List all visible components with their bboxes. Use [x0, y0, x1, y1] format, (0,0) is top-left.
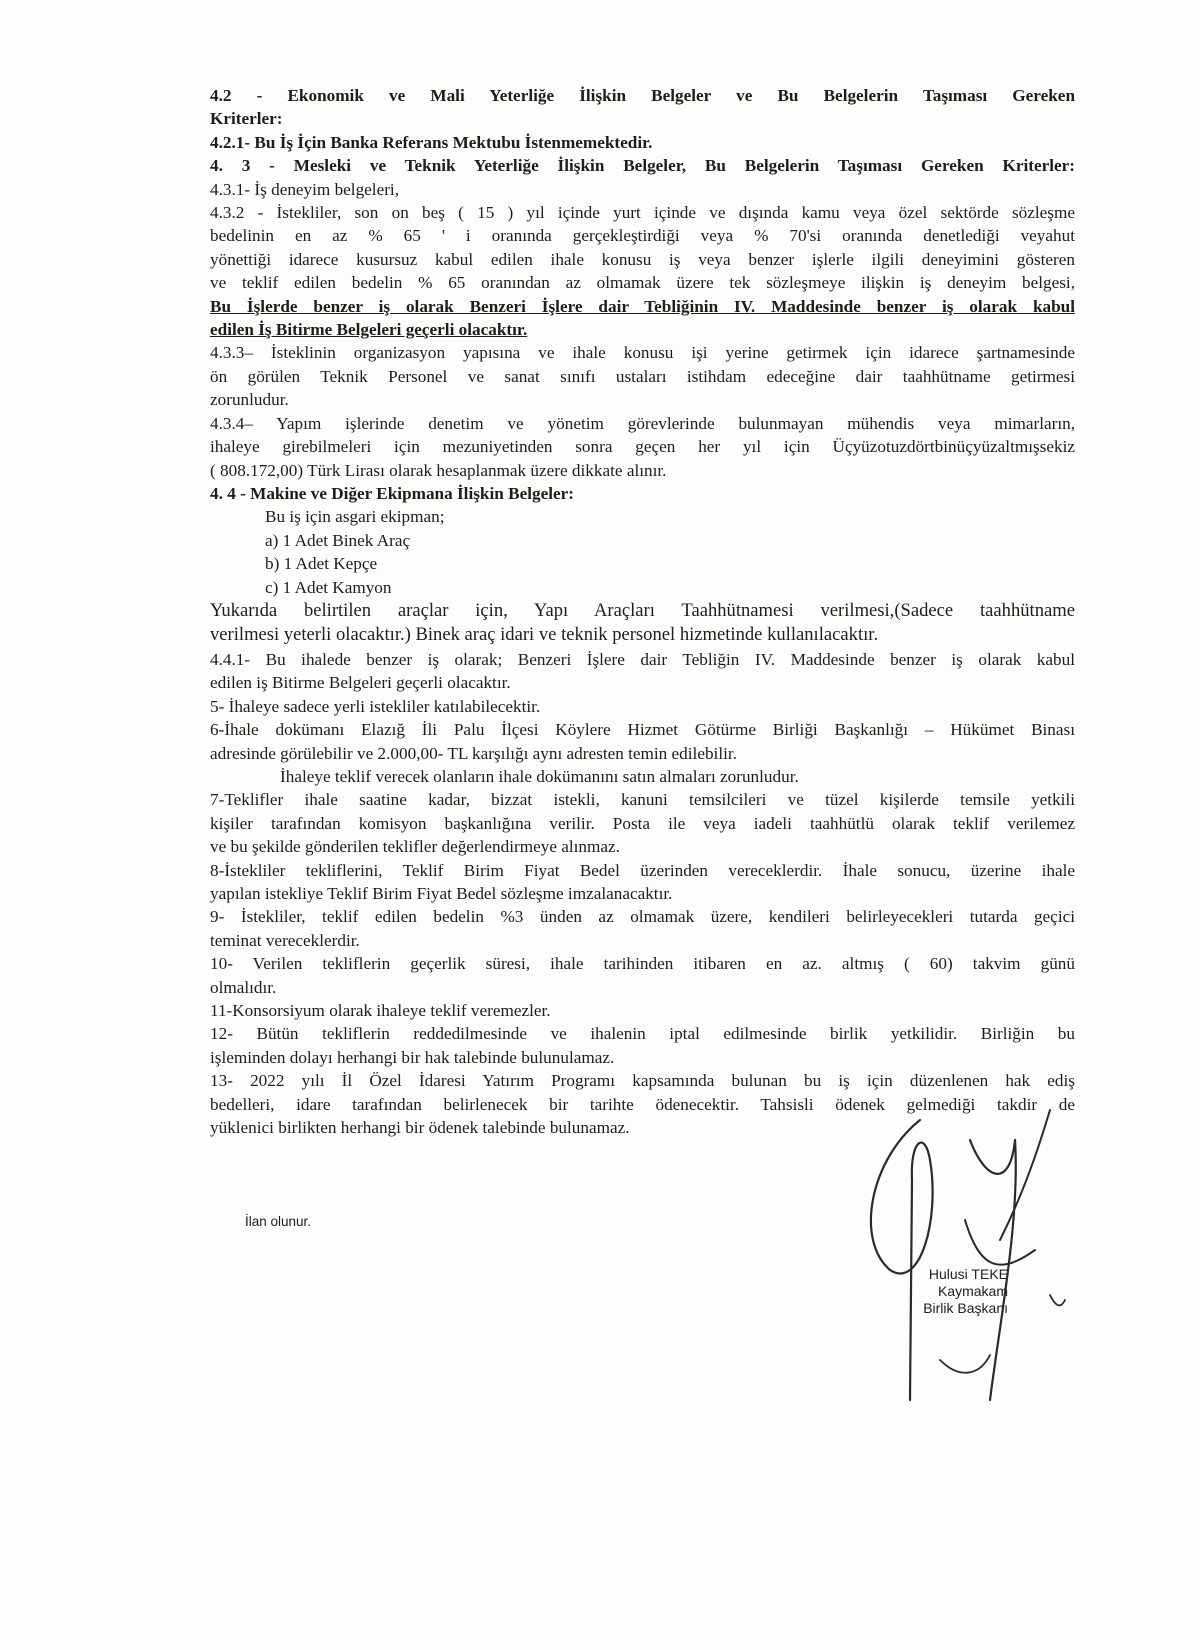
clause-13: 13- 2022 yılı İl Özel İdaresi Yatırım Programı kapsamında bulunan bu iş için düzenlenen hak ediş: [210, 1071, 1075, 1091]
section-4-4-1: 4.4.1- Bu ihalede benzer iş olarak; Benzeri İşlere dair Tebliğin IV. Maddesinde benzer iş olarak kabul: [210, 649, 1075, 669]
section-4-2-heading: 4.2 - Ekonomik ve Mali Yeterliğe İlişkin Belgeler ve Bu Belgelerin Taşıması Gereken: [210, 86, 1075, 105]
section-4-3-4-line: 4.3.4– Yapım işlerinde denetim ve yönetim görevlerinde bulunmayan mühendis veya mimarların,: [210, 413, 1075, 433]
equipment-note: Yukarıda belirtilen araçlar için, Yapı Araçları Taahhütnamesi verilmesi,(Sadece taahhütname: [210, 599, 1075, 621]
clause-9: 9- İstekliler, teklif edilen bedelin %3 ünden az olmamak üzere, kendileri belirleyecekleri tutarda geçici: [210, 907, 1075, 927]
clause-12: 12- Bütün tekliflerin reddedilmesinde ve ihalenin iptal edilmesinde birlik yetkilidir. Birliğin bu: [210, 1024, 1075, 1044]
section-4-3-3-line: ön görülen Teknik Personel ve sanat sınıfı ustaları istihdam edeceğine dair taahhütname getirmesi: [210, 366, 1075, 386]
clause-13: bedelleri, idare tarafından belirlenecek bir tarihte ödenecektir. Tahsisli ödenek gelmediği takdir de: [210, 1094, 1075, 1114]
clause-6: adresinde görülebilir ve 2.000,00- TL karşılığı aynı adresten temin edilebilir.: [210, 743, 737, 763]
clause-6: 6-İhale dokümanı Elazığ İli Palu İlçesi Köylere Hizmet Götürme Birliği Başkanlığı – Hükümet Binası: [210, 720, 1075, 740]
equipment-item: b) 1 Adet Kepçe: [265, 554, 378, 574]
section-4-2-heading-cont: Kriterler:: [210, 109, 283, 129]
section-4-3-4-line: ihaleye girebilmeleri için mezuniyetinden sonra geçen her yıl için Üçyüzotuzdörtbinüçyüzaltmışsekiz: [210, 437, 1075, 457]
section-4-3-2-line: ve teklif edilen bedelin % 65 oranından az olmamak üzere tek sözleşmeye ilişkin iş deneyim belgesi,: [210, 273, 1075, 293]
handwritten-signature: [850, 1100, 1080, 1420]
section-4-2-1: 4.2.1- Bu İş İçin Banka Referans Mektubu İstenmemektedir.: [210, 132, 653, 152]
clause-7: ve bu şekilde gönderilen teklifler değerlendirmeye alınmaz.: [210, 837, 620, 857]
document-body: [210, 84, 1075, 1139]
clause-6-note: İhaleye teklif verecek olanların ihale dokümanını satın almaları zorunludur.: [280, 766, 799, 786]
signatory-title: Kaymakam: [937, 1283, 1008, 1299]
section-4-3-2-underlined: edilen İş Bitirme Belgeleri geçerli olacaktır.: [210, 320, 528, 340]
section-4-3-3-line: zorunludur.: [210, 390, 289, 410]
section-4-3-2-line: 4.3.2 - İstekliler, son on beş ( 15 ) yıl içinde yurt içinde ve dışında kamu veya özel sektörde sözleşme: [210, 203, 1075, 223]
clause-8: 8-İstekliler tekliflerini, Teklif Birim Fiyat Bedel üzerinden vereceklerdir. İhale sonucu, üzerine ihale: [210, 860, 1075, 880]
section-4-3-3-line: 4.3.3– İsteklinin organizasyon yapısına ve ihale konusu işi yerine getirmek için idarece şartnamesinde: [210, 343, 1075, 363]
clause-11: 11-Konsorsiyum olarak ihaleye teklif veremezler.: [210, 1001, 551, 1021]
section-4-3-2-line: bedelinin en az % 65 ' i oranında gerçekleştirdiği veya % 70'si oranında denetlediği veyahut: [210, 226, 1075, 246]
clause-10: olmalıdır.: [210, 977, 277, 997]
section-4-3-4-line: ( 808.172,00) Türk Lirası olarak hesaplanmak üzere dikkate alınır.: [210, 460, 667, 480]
signatory-name: Hulusi TEKE: [928, 1266, 1008, 1282]
section-4-3-1: 4.3.1- İş deneyim belgeleri,: [210, 179, 400, 199]
equipment-item: a) 1 Adet Binek Araç: [265, 530, 411, 550]
section-4-3-heading: 4. 3 - Mesleki ve Teknik Yeterliğe İlişkin Belgeler, Bu Belgelerin Taşıması Gereken Kriterler:: [210, 156, 1075, 176]
clause-5: 5- İhaleye sadece yerli istekliler katılabilecektir.: [210, 696, 541, 716]
section-4-4-heading: 4. 4 - Makine ve Diğer Ekipmana İlişkin Belgeler:: [210, 483, 574, 503]
section-4-4-1: edilen iş Bitirme Belgeleri geçerli olacaktır.: [210, 673, 511, 693]
signature-stamp: [888, 1266, 1008, 1317]
clause-9: teminat vereceklerdir.: [210, 930, 360, 950]
announcement-footer: İlan olunur.: [245, 1214, 312, 1229]
clause-7: 7-Teklifler ihale saatine kadar, bizzat istekli, kanuni temsilcileri ve tüzel kişilerde temsile yetkili: [210, 790, 1075, 810]
equipment-item: c) 1 Adet Kamyon: [265, 577, 392, 597]
equipment-intro: Bu iş için asgari ekipman;: [265, 507, 445, 527]
section-4-3-2-line: yönettiği idarece kusursuz kabul edilen ihale konusu iş veya benzer işlerle ilgili deneyimini gösteren: [210, 249, 1075, 269]
clause-13: yüklenici birlikten herhangi bir ödenek talebinde bulunamaz.: [210, 1118, 630, 1138]
clause-7: kişiler tarafından komisyon başkanlığına verilir. Posta ile veya iadeli taahhütlü olarak teklif verilemez: [210, 813, 1075, 833]
signatory-role: Birlik Başkanı: [923, 1300, 1008, 1316]
equipment-note: verilmesi yeterli olacaktır.) Binek araç idari ve teknik personel hizmetinde kullanılacaktır.: [210, 624, 879, 646]
clause-10: 10- Verilen tekliflerin geçerlik süresi, ihale tarihinden itibaren en az. altmış ( 60) takvim günü: [210, 954, 1075, 974]
section-4-3-2-underlined: Bu İşlerde benzer iş olarak Benzeri İşlere dair Tebliğinin IV. Maddesinde benzer iş olarak kabul: [210, 296, 1075, 316]
clause-12: işleminden dolayı herhangi bir hak talebinde bulunulamaz.: [210, 1047, 615, 1067]
clause-8: yapılan istekliye Teklif Birim Fiyat Bedel sözleşme imzalanacaktır.: [210, 884, 673, 903]
